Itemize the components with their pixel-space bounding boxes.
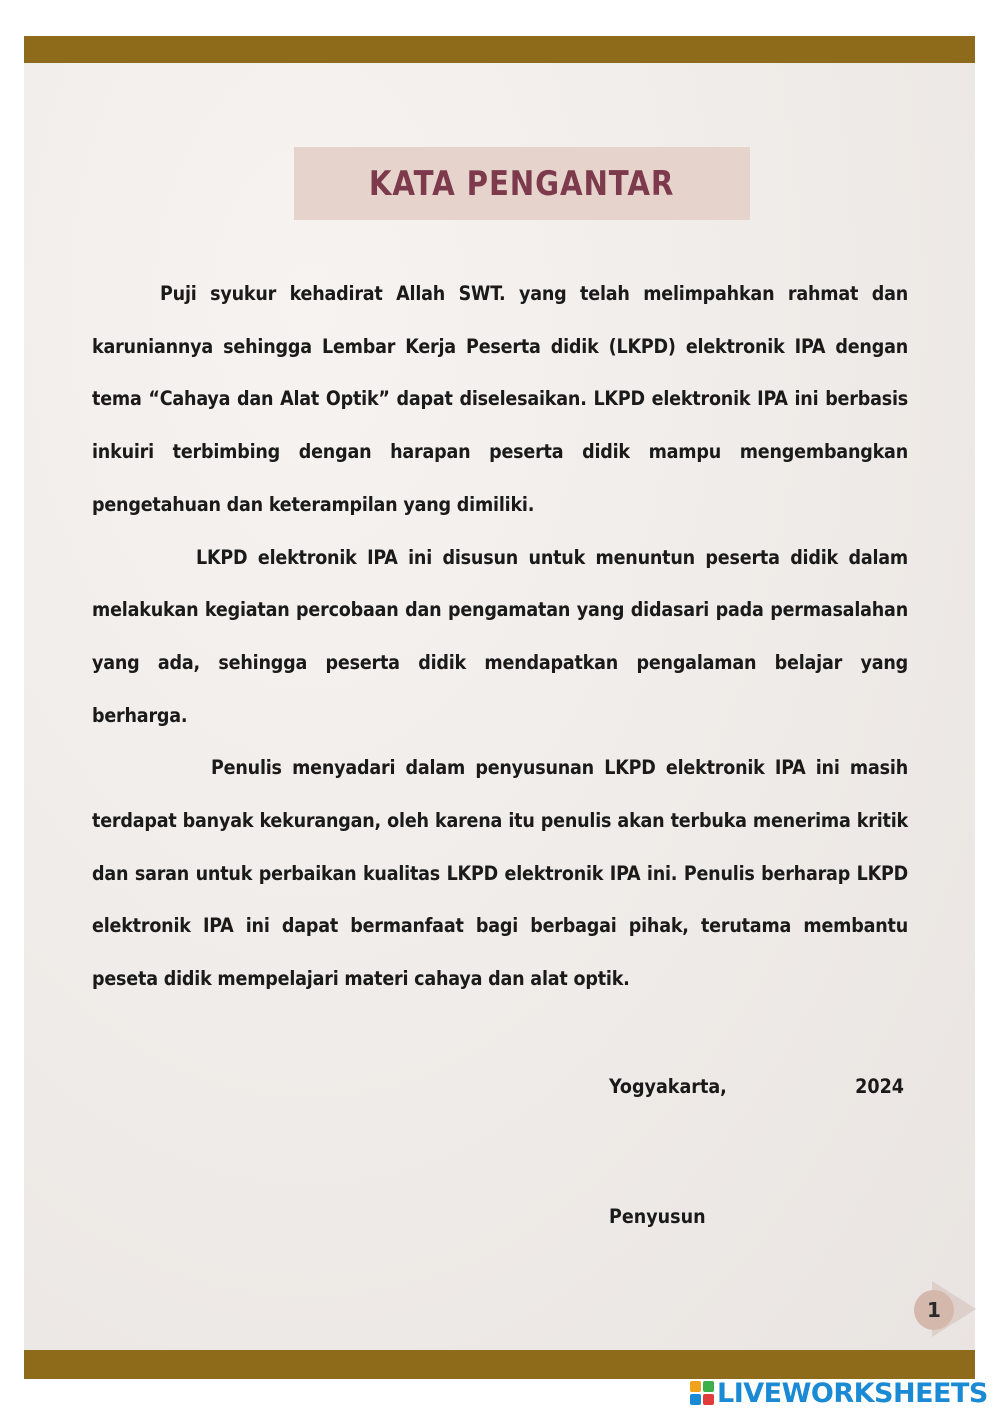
year-label: 2024 <box>855 1075 904 1098</box>
signer-label: Penyusun <box>609 1205 706 1228</box>
liveworksheets-watermark <box>690 1376 988 1410</box>
body-text <box>92 268 908 1006</box>
place-label: Yogyakarta, <box>609 1075 727 1098</box>
paragraph-3: Penulis menyadari dalam penyusunan LKPD elektronik IPA ini masih terdapat banyak kekurangan, oleh karena itu penulis akan terbuka menerima kritik dan saran untuk perbaikan kualitas LKPD elektronik IPA ini. Penulis berharap LKPD elektronik IPA ini dapat bermanfaat bagi berbagai pihak, terutama membantu peseta didik mempelajari materi cahaya dan alat optik. <box>92 756 908 991</box>
place-date-line <box>609 1075 904 1098</box>
page-number: 1 <box>927 1298 941 1322</box>
top-border-bar <box>24 36 975 63</box>
title-banner <box>294 147 750 220</box>
page-title: KATA PENGANTAR <box>369 163 675 204</box>
logo-square-3 <box>690 1394 701 1405</box>
page-number-badge <box>914 1290 954 1330</box>
logo-square-1 <box>690 1381 701 1392</box>
watermark-text: LIVEWORKSHEETS <box>717 1377 988 1409</box>
logo-square-2 <box>703 1381 714 1392</box>
paragraph-2: LKPD elektronik IPA ini disusun untuk menuntun peserta didik dalam melakukan kegiatan percobaan dan pengamatan yang didasari pada permasalahan yang ada, sehingga peserta didik mendapatkan pengalaman belajar yang berharga. <box>92 545 908 727</box>
logo-square-4 <box>703 1394 714 1405</box>
bottom-border-bar <box>24 1350 975 1379</box>
paragraph-1: Puji syukur kehadirat Allah SWT. yang telah melimpahkan rahmat dan karuniannya sehingga Lembar Kerja Peserta didik (LKPD) elektronik IPA dengan tema “Cahaya dan Alat Optik” dapat diselesaikan. LKPD elektronik IPA ini berbasis inkuiri terbimbing dengan harapan peserta didik mampu mengembangkan pengetahuan dan keterampilan yang dimiliki. <box>92 282 908 516</box>
liveworksheets-logo-icon <box>690 1381 714 1405</box>
